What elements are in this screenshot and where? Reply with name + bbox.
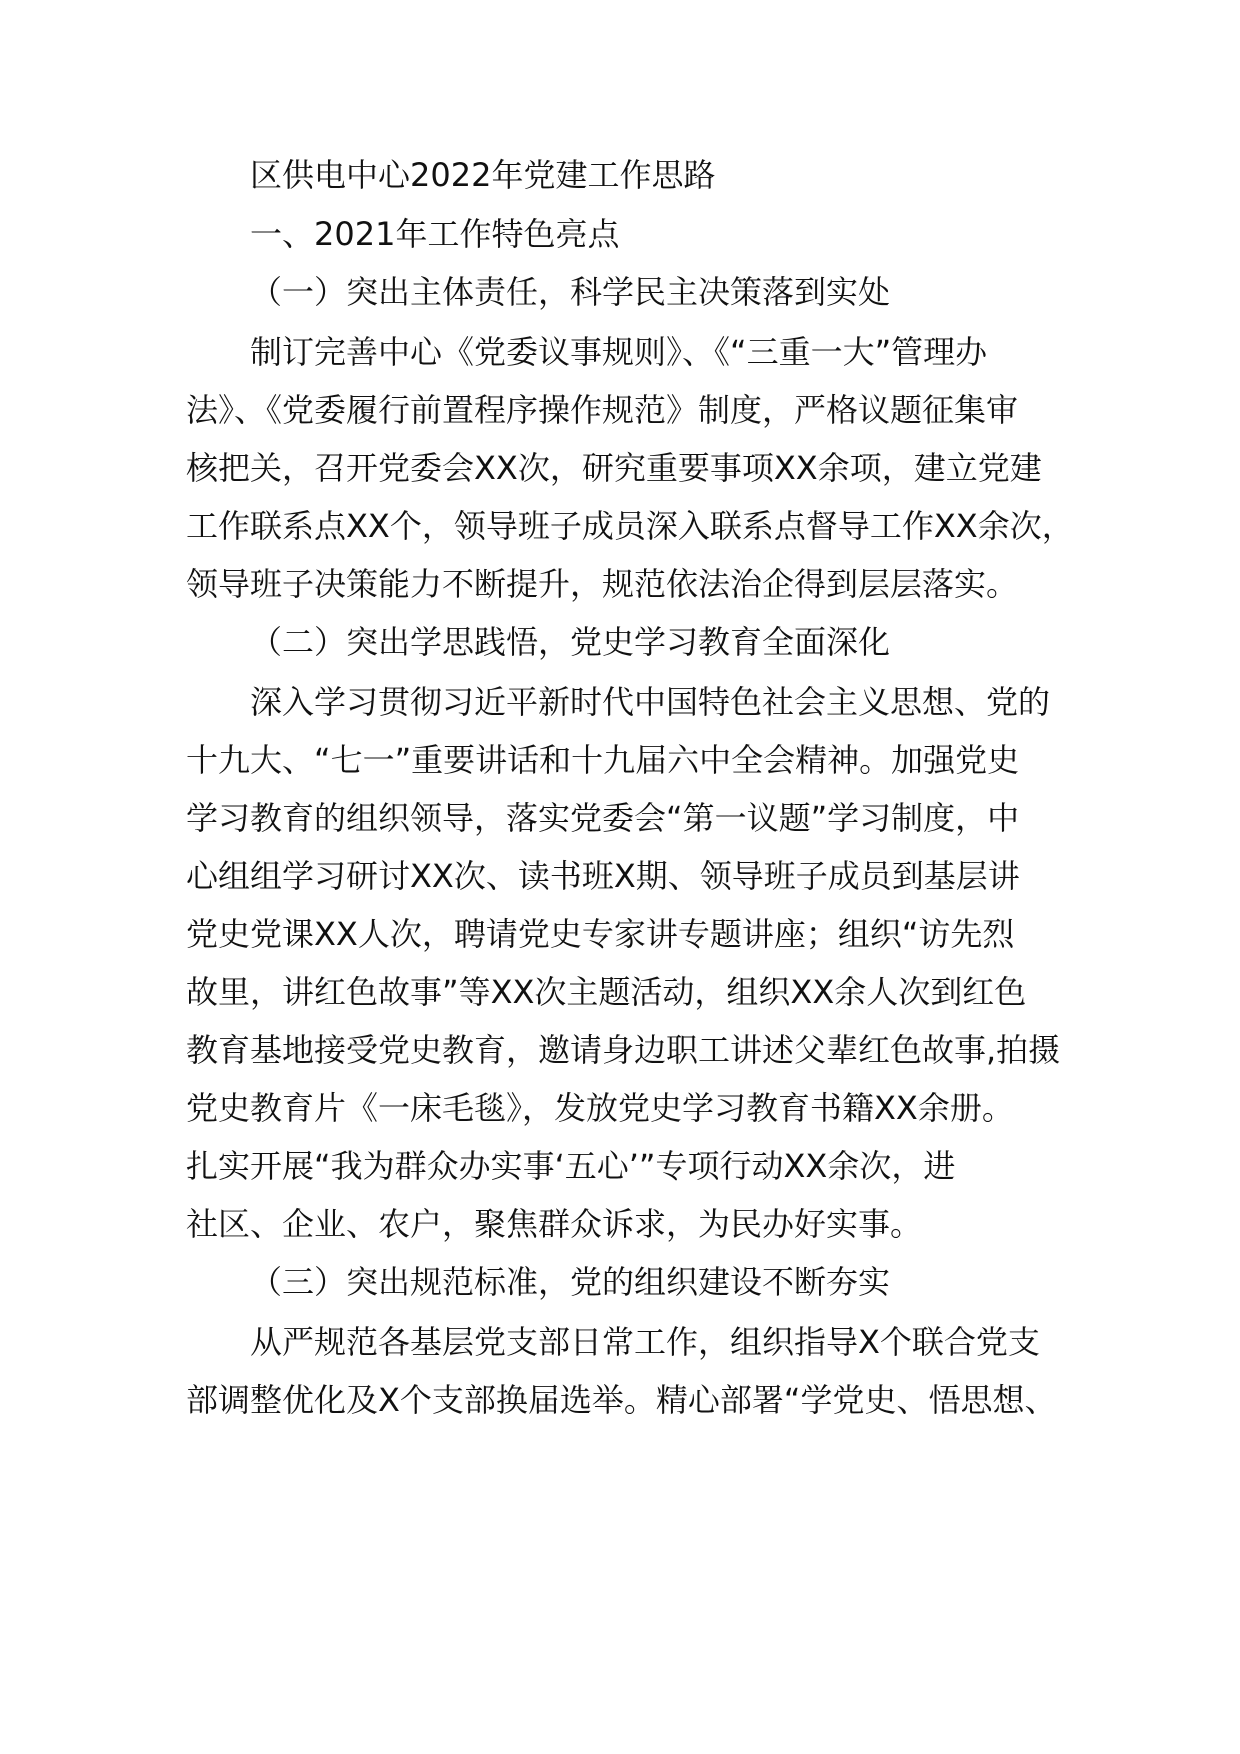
paragraph-line: 工作联系点XX个，领导班子成员深入联系点督导工作XX余次， — [186, 507, 1074, 545]
paragraph-line: 核把关，召开党委会XX次，研究重要事项XX余项，建立党建 — [186, 449, 1042, 487]
subsection-3-heading: （三）突出规范标准，党的组织建设不断夯实 — [250, 1263, 891, 1301]
paragraph-line: 学习教育的组织领导，落实党委会“第一议题”学习制度，中 — [186, 799, 1020, 837]
paragraph-line: 十九大、“七一”重要讲话和十九届六中全会精神。加强党史 — [186, 741, 1020, 779]
subsection-2-heading: （二）突出学思践悟，党史学习教育全面深化 — [250, 623, 891, 661]
paragraph-line: 党史教育片《一床毛毯》，发放党史学习教育书籍XX余册。 — [186, 1089, 1014, 1127]
paragraph-line: 部调整优化及X个支部换届选举。精心部署“学党史、悟思想、 — [186, 1381, 1057, 1419]
subsection-1-heading: （一）突出主体责任，科学民主决策落到实处 — [250, 273, 891, 311]
paragraph-line: 从严规范各基层党支部日常工作，组织指导X个联合党支 — [250, 1323, 1040, 1361]
paragraph-line: 扎实开展“我为群众办实事‘五心’”专项行动XX余次，进 — [186, 1147, 956, 1185]
paragraph-line: 党史党课XX人次，聘请党史专家讲专题讲座；组织“访先烈 — [186, 915, 1015, 953]
paragraph-line: 法》、《党委履行前置程序操作规范》制度，严格议题征集审 — [186, 391, 1019, 429]
paragraph-line: 深入学习贯彻习近平新时代中国特色社会主义思想、党的 — [250, 683, 1051, 721]
section-1-heading: 一、2021年工作特色亮点 — [250, 215, 620, 253]
paragraph-line: 领导班子决策能力不断提升，规范依法治企得到层层落实。 — [186, 565, 1019, 603]
paragraph-line: 制订完善中心《党委议事规则》、《“三重一大”管理办 — [250, 333, 988, 371]
paragraph-line: 教育基地接受党史教育，邀请身边职工讲述父辈红色故事,拍摄 — [186, 1031, 1061, 1069]
paragraph-line: 社区、企业、农户，聚焦群众诉求，为民办好实事。 — [186, 1205, 923, 1243]
document-title: 区供电中心2022年党建工作思路 — [250, 156, 716, 194]
paragraph-line: 心组组学习研讨XX次、读书班X期、领导班子成员到基层讲 — [186, 857, 1020, 895]
paragraph-line: 故里，讲红色故事”等XX次主题活动，组织XX余人次到红色 — [186, 973, 1027, 1011]
